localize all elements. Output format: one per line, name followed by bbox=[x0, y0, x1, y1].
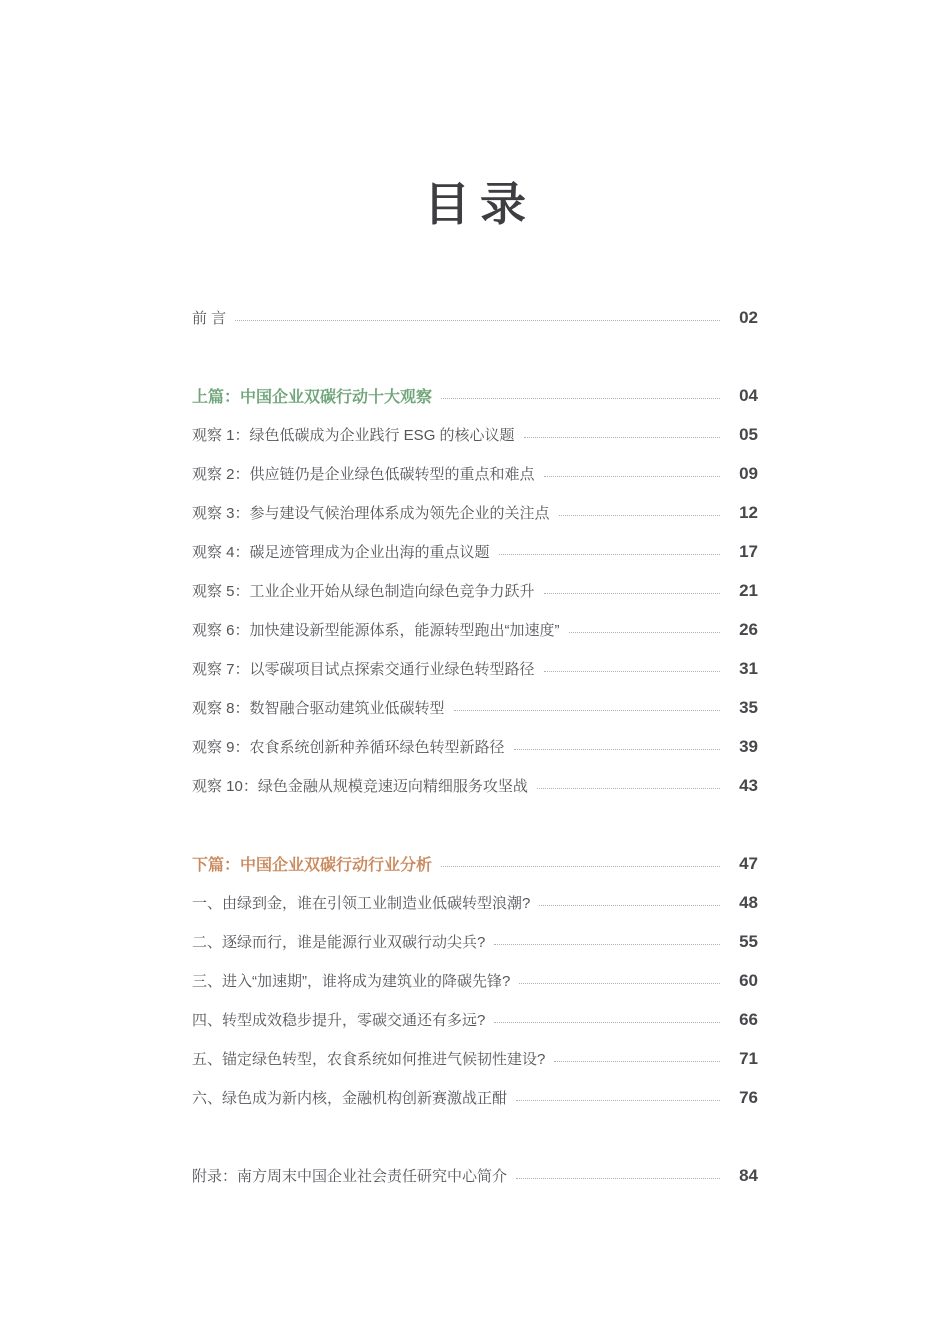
toc-entry-label: 观察 1：绿色低碳成为企业践行 ESG 的核心议题 bbox=[192, 427, 515, 444]
dotted-leader bbox=[454, 710, 720, 711]
toc-entry-observation-7[interactable] bbox=[192, 649, 758, 688]
toc-page-number: 39 bbox=[739, 736, 758, 756]
toc-entry-observation-9[interactable] bbox=[192, 727, 758, 766]
toc-page-number: 26 bbox=[739, 619, 758, 639]
dotted-leader bbox=[516, 1178, 720, 1179]
toc-entry-label: 观察 4：碳足迹管理成为企业出海的重点议题 bbox=[192, 544, 490, 561]
toc-page-number: 43 bbox=[739, 775, 758, 795]
dotted-leader bbox=[441, 866, 720, 867]
toc-page-number: 04 bbox=[739, 385, 758, 405]
toc-entry-label: 观察 3：参与建设气候治理体系成为领先企业的关注点 bbox=[192, 505, 550, 522]
toc-page-number: 12 bbox=[739, 502, 758, 522]
toc-entry-label: 三、进入“加速期”，谁将成为建筑业的降碳先锋? bbox=[192, 973, 511, 990]
toc-entry-label: 观察 9：农食系统创新种养循环绿色转型新路径 bbox=[192, 739, 505, 756]
toc-entry-preface[interactable] bbox=[192, 298, 758, 337]
dotted-leader bbox=[544, 476, 720, 477]
toc-entry-observation-10[interactable] bbox=[192, 766, 758, 805]
dotted-leader bbox=[514, 749, 720, 750]
toc-entry-observation-4[interactable] bbox=[192, 532, 758, 571]
toc-page-number: 35 bbox=[739, 697, 758, 717]
toc-entry-industry-4[interactable] bbox=[192, 1000, 758, 1039]
toc-entry-label: 观察 8：数智融合驱动建筑业低碳转型 bbox=[192, 700, 445, 717]
toc-page-number: 66 bbox=[739, 1009, 758, 1029]
toc-entry-label: 前 言 bbox=[192, 310, 227, 327]
toc-page-number: 17 bbox=[739, 541, 758, 561]
dotted-leader bbox=[499, 554, 720, 555]
toc-entry-label: 观察 10：绿色金融从规模竞速迈向精细服务攻坚战 bbox=[192, 778, 528, 795]
toc-entry-label: 六、绿色成为新内核，金融机构创新赛激战正酣 bbox=[192, 1090, 508, 1107]
toc-page-number: 71 bbox=[739, 1048, 758, 1068]
toc-entry-observation-5[interactable] bbox=[192, 571, 758, 610]
dotted-leader bbox=[544, 593, 720, 594]
dotted-leader bbox=[494, 1022, 720, 1023]
dotted-leader bbox=[519, 983, 720, 984]
toc-entry-industry-3[interactable] bbox=[192, 961, 758, 1000]
toc-section-header-part2[interactable] bbox=[192, 844, 758, 883]
toc-section-label: 下篇：中国企业双碳行动行业分析 bbox=[192, 857, 433, 874]
dotted-leader bbox=[554, 1061, 720, 1062]
toc-page-number: 31 bbox=[739, 658, 758, 678]
toc-entry-label: 一、由绿到金，谁在引领工业制造业低碳转型浪潮? bbox=[192, 895, 531, 912]
toc-entry-observation-2[interactable] bbox=[192, 454, 758, 493]
toc-page-number: 21 bbox=[739, 580, 758, 600]
toc-entry-industry-2[interactable] bbox=[192, 922, 758, 961]
dotted-leader bbox=[235, 320, 720, 321]
dotted-leader bbox=[559, 515, 720, 516]
toc-page bbox=[0, 176, 950, 1344]
dotted-leader bbox=[537, 788, 720, 789]
dotted-leader bbox=[441, 398, 720, 399]
toc-entry-label: 观察 6：加快建设新型能源体系，能源转型跑出“加速度” bbox=[192, 622, 560, 639]
toc-page-number: 55 bbox=[739, 931, 758, 951]
toc-section-label: 上篇：中国企业双碳行动十大观察 bbox=[192, 389, 433, 406]
dotted-leader bbox=[539, 905, 720, 906]
toc-entry-appendix[interactable] bbox=[192, 1156, 758, 1195]
toc-page-number: 02 bbox=[739, 307, 758, 327]
toc-entry-observation-6[interactable] bbox=[192, 610, 758, 649]
toc-page-number: 76 bbox=[739, 1087, 758, 1107]
toc-section-header-part1[interactable] bbox=[192, 376, 758, 415]
toc-entry-label: 观察 2：供应链仍是企业绿色低碳转型的重点和难点 bbox=[192, 466, 535, 483]
toc-entry-industry-5[interactable] bbox=[192, 1039, 758, 1078]
toc-entry-label: 二、逐绿而行，谁是能源行业双碳行动尖兵? bbox=[192, 934, 486, 951]
toc-page-number: 84 bbox=[739, 1165, 758, 1185]
dotted-leader bbox=[494, 944, 720, 945]
toc-entry-industry-6[interactable] bbox=[192, 1078, 758, 1117]
toc-entry-observation-1[interactable] bbox=[192, 415, 758, 454]
toc-entry-label: 附录：南方周末中国企业社会责任研究中心简介 bbox=[192, 1168, 508, 1185]
toc-page-number: 60 bbox=[739, 970, 758, 990]
dotted-leader bbox=[516, 1100, 720, 1101]
page-title: 目录 bbox=[424, 178, 536, 230]
toc-entry-observation-3[interactable] bbox=[192, 493, 758, 532]
dotted-leader bbox=[524, 437, 720, 438]
toc-entry-observation-8[interactable] bbox=[192, 688, 758, 727]
toc-entry-label: 五、锚定绿色转型，农食系统如何推进气候韧性建设? bbox=[192, 1051, 546, 1068]
toc-entry-industry-1[interactable] bbox=[192, 883, 758, 922]
toc-page-number: 05 bbox=[739, 424, 758, 444]
table-of-contents bbox=[192, 298, 758, 1195]
toc-entry-label: 观察 5：工业企业开始从绿色制造向绿色竞争力跃升 bbox=[192, 583, 535, 600]
toc-page-number: 48 bbox=[739, 892, 758, 912]
dotted-leader bbox=[569, 632, 720, 633]
toc-page-number: 47 bbox=[739, 853, 758, 873]
toc-page-number: 09 bbox=[739, 463, 758, 483]
toc-entry-label: 四、转型成效稳步提升，零碳交通还有多远? bbox=[192, 1012, 486, 1029]
toc-entry-label: 观察 7：以零碳项目试点探索交通行业绿色转型路径 bbox=[192, 661, 535, 678]
dotted-leader bbox=[544, 671, 720, 672]
